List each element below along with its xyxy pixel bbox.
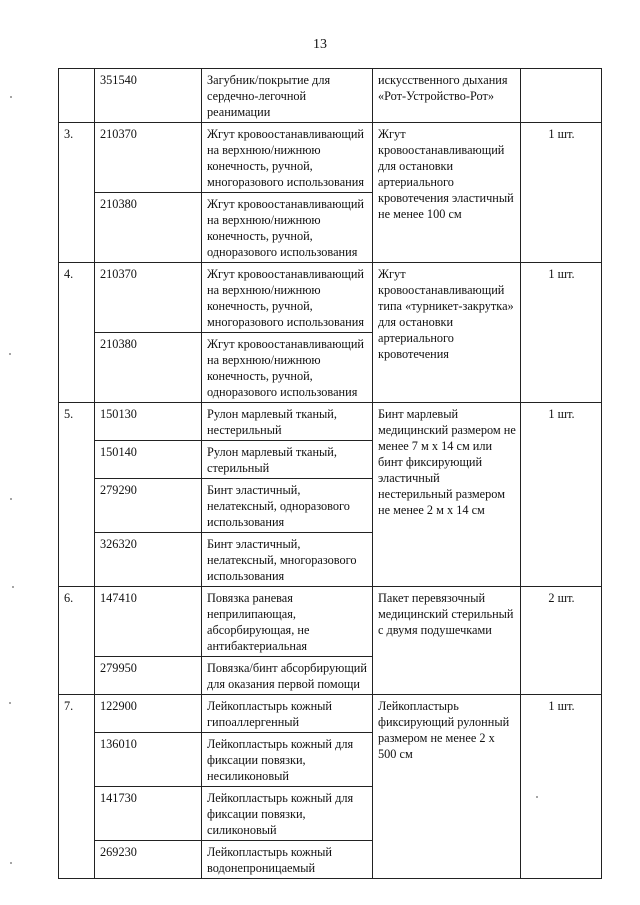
item-code: 279290 xyxy=(95,479,202,533)
item-code: 150130 xyxy=(95,403,202,441)
scan-speck xyxy=(536,796,538,798)
table-row xyxy=(59,123,602,193)
table-row xyxy=(59,69,602,123)
item-name: Лейкопластырь кожный гипоаллергенный xyxy=(202,695,373,733)
item-name: Рулон марлевый тканый, стерильный xyxy=(202,441,373,479)
item-description: Лейкопластырь фиксирующий рулонный размером не менее 2 х 500 см xyxy=(373,695,521,879)
item-code: 351540 xyxy=(95,69,202,123)
item-code: 210370 xyxy=(95,263,202,333)
item-number: 4. xyxy=(59,263,95,403)
item-name: Жгут кровоостанавливающий на верхнюю/нижнюю конечность, ручной, одноразового использования xyxy=(202,193,373,263)
item-number: 3. xyxy=(59,123,95,263)
item-name: Жгут кровоостанавливающий на верхнюю/нижнюю конечность, ручной, одноразового использования xyxy=(202,333,373,403)
item-name: Загубник/покрытие для сердечно-легочной реанимации xyxy=(202,69,373,123)
item-description: Жгут кровоостанавливающий для остановки артериального кровотечения эластичный не менее 100 см xyxy=(373,123,521,263)
item-number: 5. xyxy=(59,403,95,587)
item-code: 122900 xyxy=(95,695,202,733)
item-quantity: 2 шт. xyxy=(521,587,602,695)
table-row xyxy=(59,403,602,441)
table-row xyxy=(59,587,602,657)
item-number: 6. xyxy=(59,587,95,695)
item-description: Жгут кровоостанавливающий типа «турникет-закрутка» для остановки артериального кровотечения xyxy=(373,263,521,403)
scan-speck xyxy=(10,498,12,500)
item-description: Пакет перевязочный медицинский стерильный с двумя подушечками xyxy=(373,587,521,695)
item-description: искусственного дыхания «Рот-Устройство-Рот» xyxy=(373,69,521,123)
item-name: Повязка раневая неприлипающая, абсорбирующая, не антибактериальная xyxy=(202,587,373,657)
item-name: Жгут кровоостанавливающий на верхнюю/нижнюю конечность, ручной, многоразового использования xyxy=(202,123,373,193)
item-quantity: 1 шт. xyxy=(521,403,602,587)
item-name: Лейкопластырь кожный водонепроницаемый xyxy=(202,841,373,879)
page-number: 13 xyxy=(313,37,327,52)
item-number xyxy=(59,69,95,123)
item-name: Бинт эластичный, нелатексный, многоразового использования xyxy=(202,533,373,587)
scan-speck xyxy=(10,862,12,864)
item-name: Лейкопластырь кожный для фиксации повязки, несиликоновый xyxy=(202,733,373,787)
item-code: 141730 xyxy=(95,787,202,841)
item-code: 279950 xyxy=(95,657,202,695)
item-code: 147410 xyxy=(95,587,202,657)
item-quantity: 1 шт. xyxy=(521,123,602,263)
scan-speck xyxy=(12,586,14,588)
item-name: Жгут кровоостанавливающий на верхнюю/нижнюю конечность, ручной, многоразового использования xyxy=(202,263,373,333)
item-code: 210370 xyxy=(95,123,202,193)
item-name: Повязка/бинт абсорбирующий для оказания первой помощи xyxy=(202,657,373,695)
item-quantity: 1 шт. xyxy=(521,695,602,879)
item-code: 269230 xyxy=(95,841,202,879)
table-row xyxy=(59,695,602,733)
table-row xyxy=(59,263,602,333)
item-code: 150140 xyxy=(95,441,202,479)
item-code: 326320 xyxy=(95,533,202,587)
item-description: Бинт марлевый медицинский размером не менее 7 м х 14 см или бинт фиксирующий эластичный нестерильный размером не менее 2 м х 14 см xyxy=(373,403,521,587)
scan-speck xyxy=(9,353,11,355)
item-code: 210380 xyxy=(95,333,202,403)
item-code: 136010 xyxy=(95,733,202,787)
scan-speck xyxy=(9,702,11,704)
item-name: Лейкопластырь кожный для фиксации повязки, силиконовый xyxy=(202,787,373,841)
item-code: 210380 xyxy=(95,193,202,263)
document-table xyxy=(58,68,602,879)
item-number: 7. xyxy=(59,695,95,879)
scan-speck xyxy=(10,96,12,98)
item-quantity: 1 шт. xyxy=(521,263,602,403)
item-name: Рулон марлевый тканый, нестерильный xyxy=(202,403,373,441)
item-name: Бинт эластичный, нелатексный, одноразового использования xyxy=(202,479,373,533)
item-quantity xyxy=(521,69,602,123)
